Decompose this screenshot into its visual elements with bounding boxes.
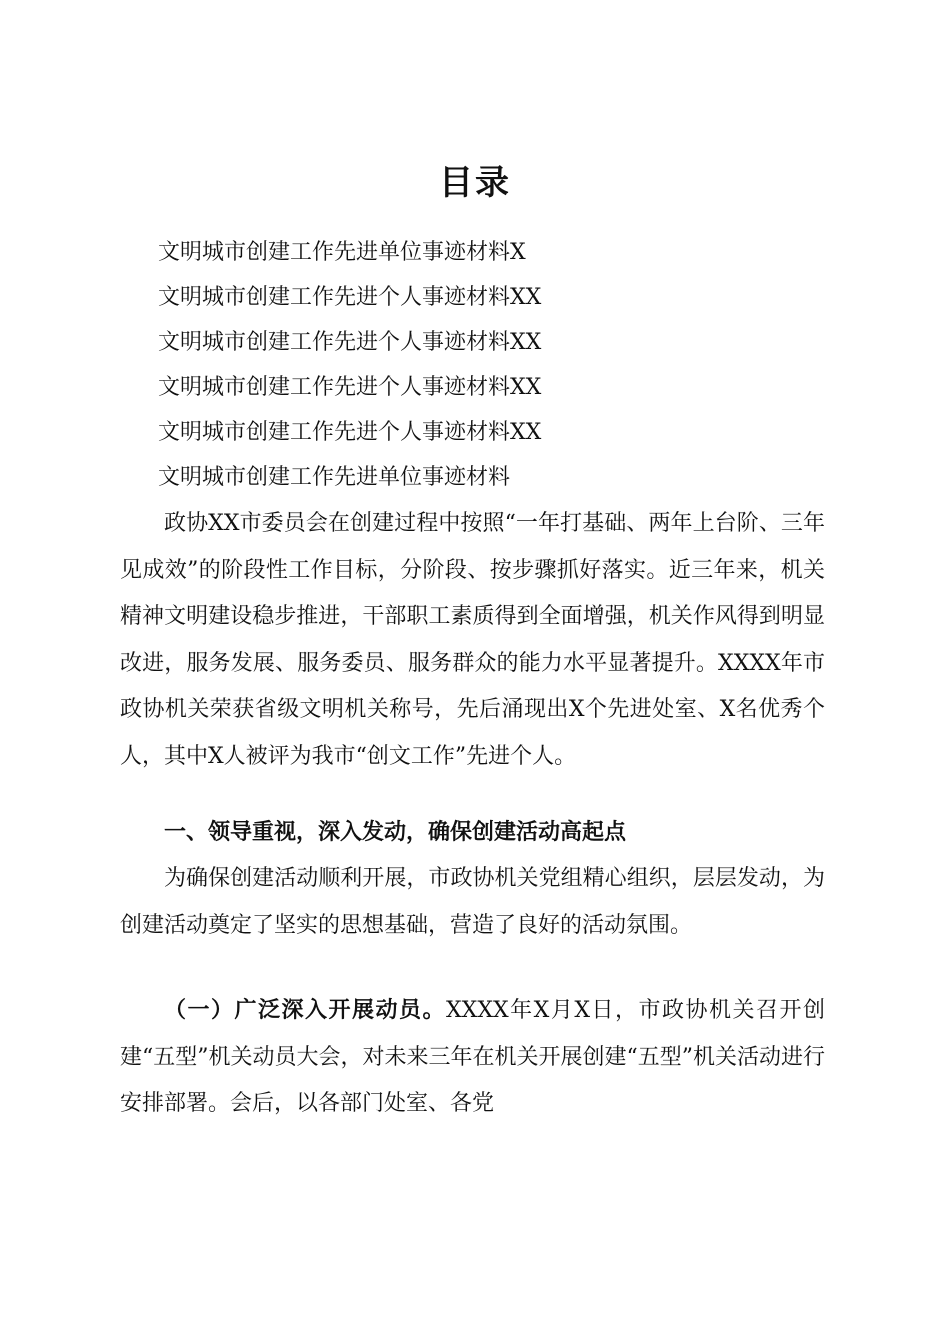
page-title: 目录	[439, 162, 511, 203]
toc-item: 文明城市创建工作先进个人事迹材料XX	[158, 285, 542, 310]
toc-item: 文明城市创建工作先进个人事迹材料XX	[158, 420, 542, 445]
subsection-lead: （一）广泛深入开展动员。	[164, 998, 447, 1023]
subsection-text: XXXX年X月X日，市政协机关召开创建“五型”机关动员大会，对未来三年在机关开展创建“五型”机关活动进行安排部署。会后，以各部门处室、各党	[120, 998, 825, 1116]
section-heading: 一、领导重视，深入发动，确保创建活动高起点	[164, 820, 627, 845]
toc-item: 文明城市创建工作先进个人事迹材料XX	[158, 375, 542, 400]
toc-item: 文明城市创建工作先进单位事迹材料X	[158, 240, 526, 265]
toc-item: 文明城市创建工作先进单位事迹材料	[158, 465, 511, 490]
section-paragraph: 为确保创建活动顺利开展，市政协机关党组精心组织，层层发动，为创建活动奠定了坚实的思想基础，营造了良好的活动氛围。	[120, 866, 825, 938]
table-of-contents	[158, 230, 838, 500]
intro-paragraph: 政协XX市委员会在创建过程中按照“一年打基础、两年上台阶、三年见成效”的阶段性工作目标，分阶段、按步骤抓好落实。近三年来，机关精神文明建设稳步推进，干部职工素质得到全面增强，机关作风得到明显改进，服务发展、服务委员、服务群众的能力水平显著提升。XXXX年市政协机关荣获省级文明机关称号，先后涌现出X个先进处室、X名优秀个人，其中X人被评为我市“创文工作”先进个人。	[120, 511, 825, 769]
toc-item: 文明城市创建工作先进个人事迹材料XX	[158, 330, 542, 355]
subsection-paragraph	[120, 988, 825, 1128]
